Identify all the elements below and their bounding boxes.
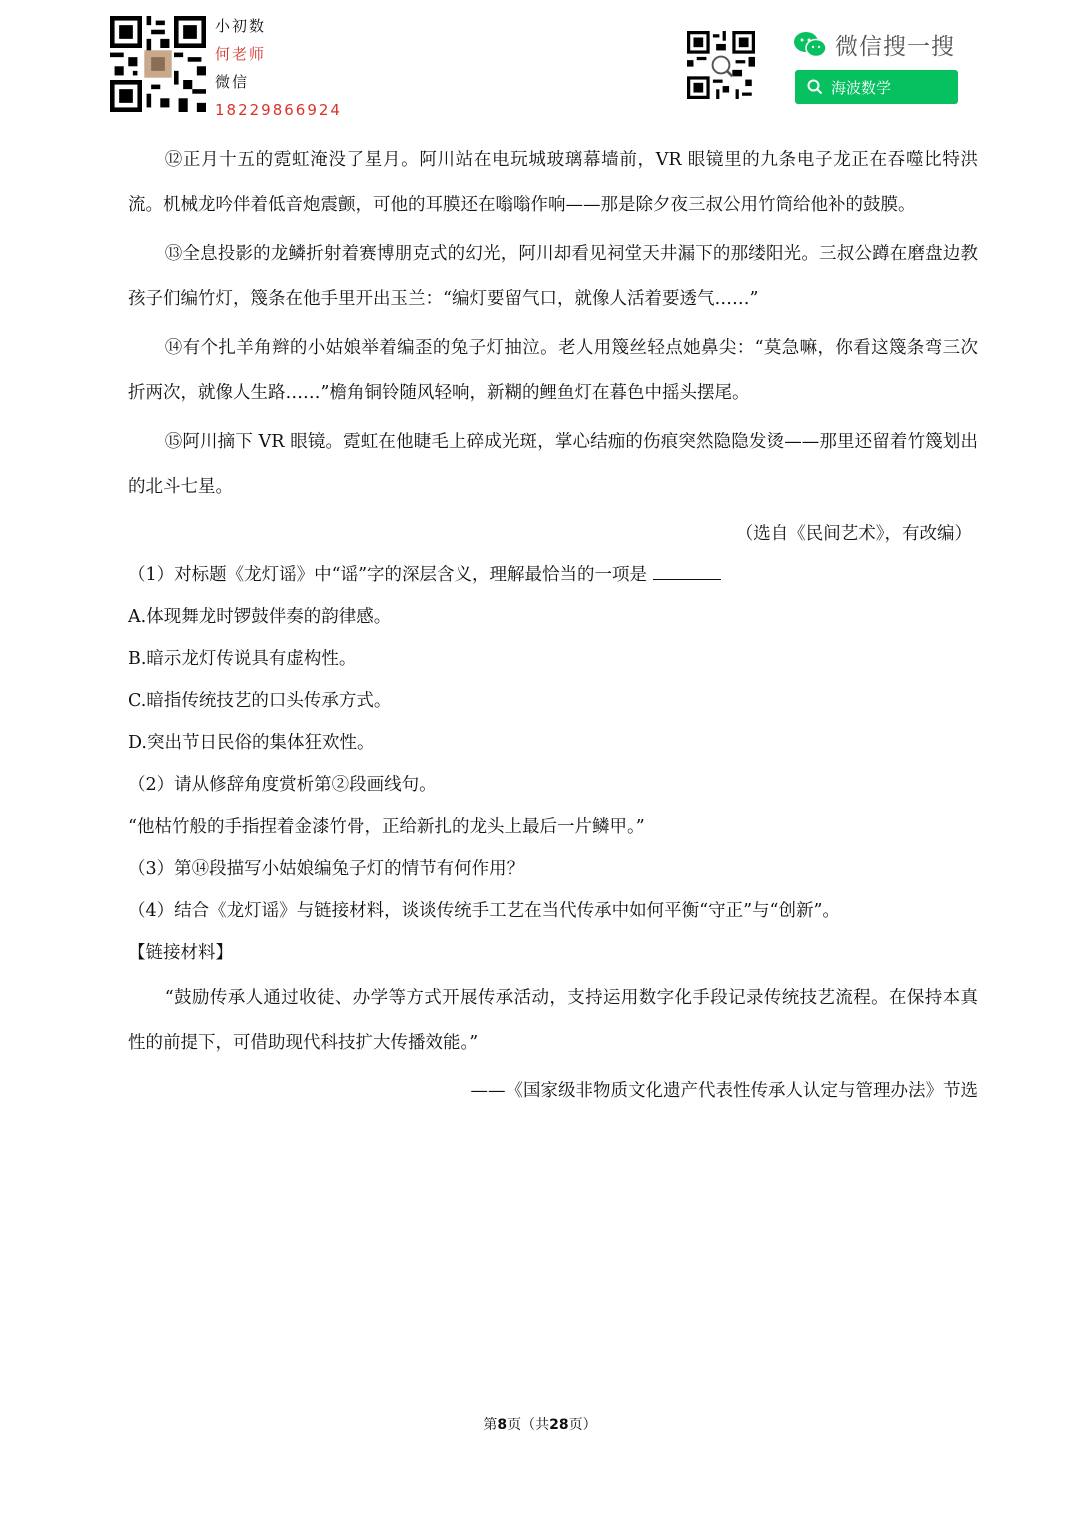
search-icon — [807, 79, 823, 95]
footer-total-pages: 28 — [549, 1417, 569, 1433]
contact-teacher: 何老师 — [215, 45, 267, 63]
wechat-search-button[interactable] — [795, 70, 958, 104]
option-c: C.暗指传统技艺的口头传承方式。 — [128, 691, 392, 711]
footer-page-number: 8 — [497, 1417, 508, 1433]
option-a: A.体现舞龙时锣鼓伴奏的韵律感。 — [128, 607, 392, 627]
contact-info — [215, 12, 342, 124]
question-1 — [128, 554, 978, 596]
contact-phone: 18229866924 — [215, 101, 342, 119]
text-source: （选自《民间艺术》，有改编） — [735, 524, 972, 544]
paragraph-13: ⑬全息投影的龙鳞折射着赛博朋克式的幻光，阿川却看见祠堂天井漏下的那缕阳光。三叔公蹲在磨盘边教孩子们编竹灯，篾条在他手里开出玉兰：“编灯要留气口，就像人活着要透气……” — [128, 244, 978, 309]
page-content — [128, 138, 978, 1112]
link-material-heading: 【链接材料】 — [128, 943, 233, 963]
question-3: （3）第⑭段描写小姑娘编兔子灯的情节有何作用？ — [128, 859, 525, 879]
question-2: （2）请从修辞角度赏析第②段画线句。 — [128, 775, 437, 795]
option-d: D.突出节日民俗的集体狂欢性。 — [128, 733, 375, 753]
wechat-icon — [793, 31, 827, 59]
qr-code-left — [110, 16, 206, 112]
paragraph-12: ⑫正月十五的霓虹淹没了星月。阿川站在电玩城玻璃幕墙前，VR 眼镜里的九条电子龙正在吞噬比特洪流。机械龙吟伴着低音炮震颤，可他的耳膜还在嗡嗡作响——那是除夕夜三叔公用竹筒给他补的鼓膜。 — [128, 150, 978, 215]
answer-blank — [653, 565, 721, 580]
contact-wechat-label: 微信 — [215, 73, 250, 91]
link-material-quote: “鼓励传承人通过收徒、办学等方式开展传承活动，支持运用数字化手段记录传统技艺流程。在保持本真性的前提下，可借助现代科技扩大传播效能。” — [128, 988, 978, 1053]
footer-suffix: 页） — [568, 1417, 597, 1433]
paragraph-14: ⑭有个扎羊角辫的小姑娘举着编歪的兔子灯抽泣。老人用篾丝轻点她鼻尖：“莫急嘛，你看这篾条弯三次折两次，就像人生路……”檐角铜铃随风轻响，新糊的鲤鱼灯在暮色中摇头摆尾。 — [128, 338, 978, 403]
wechat-search-label — [793, 28, 955, 61]
link-material-attribution: ——《国家级非物质文化遗产代表性传承人认定与管理办法》节选 — [470, 1081, 978, 1101]
wechat-search-button-label: 海波数学 — [831, 78, 892, 97]
page-header — [0, 0, 1080, 125]
page-footer — [0, 1414, 1080, 1434]
question-4: （4）结合《龙灯谣》与链接材料，谈谈传统手工艺在当代传承中如何平衡“守正”与“创新”。 — [128, 901, 840, 921]
qr-code-right — [687, 31, 755, 99]
question-2-quote: “他枯竹般的手指捏着金漆竹骨，正给新扎的龙头上最后一片鳞甲。” — [128, 817, 645, 837]
option-b: B.暗示龙灯传说具有虚构性。 — [128, 649, 357, 669]
question-1-text: （1）对标题《龙灯谣》中“谣”字的深层含义，理解最恰当的一项是 — [128, 565, 648, 585]
paragraph-15: ⑮阿川摘下 VR 眼镜。霓虹在他睫毛上碎成光斑，掌心结痂的伤痕突然隐隐发烫——那里还留着竹篾划出的北斗七星。 — [128, 432, 978, 497]
footer-prefix: 第 — [483, 1417, 498, 1433]
contact-subject: 小初数 — [215, 17, 267, 35]
footer-mid: 页（共 — [507, 1417, 550, 1433]
wechat-search-text: 微信搜一搜 — [835, 34, 955, 60]
